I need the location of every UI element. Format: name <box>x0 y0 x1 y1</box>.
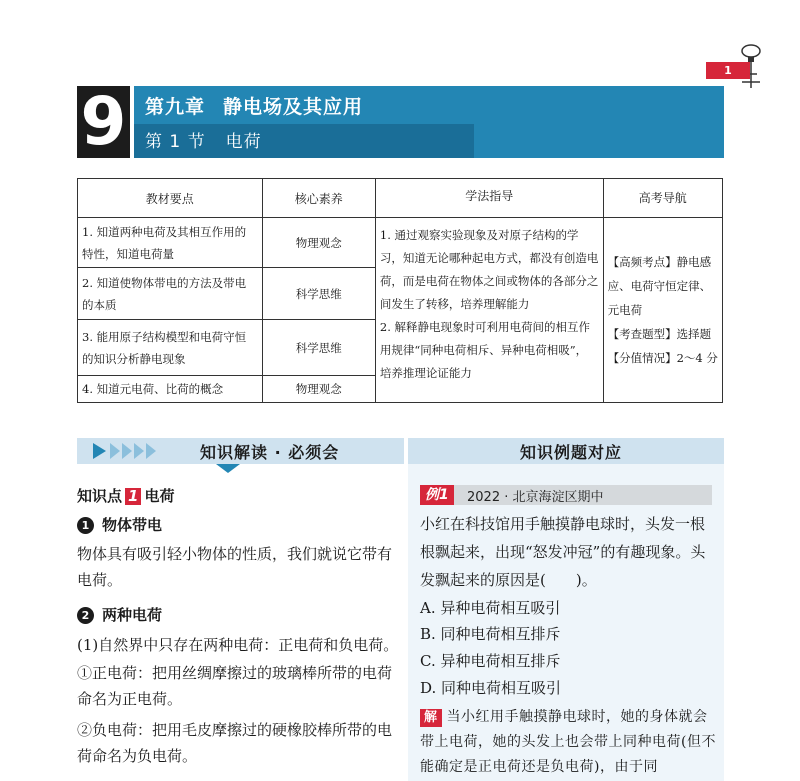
overview-header-row <box>78 179 723 218</box>
knowledge-point-prefix: 知识点 <box>77 487 123 505</box>
left-pointer-icon <box>216 464 240 473</box>
circled-number-icon: 1 <box>77 517 94 534</box>
subheading-two-charges <box>77 604 162 625</box>
guidance-item: 1. 通过观察实验现象及对原子结构的学习，知道无论哪种起电方式，都没有创造电荷，而是电荷在物体之间或物体的各部分之间发生了转移，培养理解能力 <box>379 228 599 311</box>
header-textbook-points: 教材要点 <box>78 179 263 218</box>
exam-type-label: 【考查题型】 <box>607 327 677 341</box>
study-guidance <box>375 218 603 403</box>
chapter-label: 第九章 <box>145 96 206 118</box>
example-question: 小红在科技馆用手触摸静电球时，头发一根根飘起来，出现“怒发冲冠”的有趣现象。头发飘起来的原因是( )。 <box>420 515 706 589</box>
paragraph-positive-charge: ①正电荷：把用丝绸摩擦过的玻璃棒所带的电荷命名为正电荷。 <box>77 664 393 708</box>
exam-frequency <box>608 250 718 322</box>
guidance-item: 2. 解释静电现象时可利用电荷间的相互作用规律“同种电荷相斥、异种电荷相吸”，培养推理论证能力 <box>379 320 591 380</box>
exam-frequency-label: 【高频考点】 <box>607 255 677 269</box>
exam-navigation <box>603 218 722 403</box>
page-number: 1 <box>706 62 750 79</box>
example-badge: 例1 <box>420 485 454 505</box>
play-arrow-icon <box>93 443 106 459</box>
exam-type-text: 选择题 <box>676 327 712 341</box>
answer-text: 当小红用手触摸静电球时，她的身体就会带上电荷，她的头发上也会带上同种电荷(但不能确定是正电荷还是负电荷)，由于同 <box>420 709 716 775</box>
textbook-point: 4. 知道元电荷、比荷的概念 <box>78 376 263 403</box>
answer-badge: 解 <box>420 709 442 727</box>
paragraph-two-charges: (1)自然界中只存在两种电荷：正电荷和负电荷。 <box>77 636 399 654</box>
option-c: C. 异种电荷相互排斥 <box>420 652 561 670</box>
option-a: A. 异种电荷相互吸引 <box>420 599 561 617</box>
header-study-guidance: 学法指导 <box>375 179 603 218</box>
textbook-point: 1. 知道两种电荷及其相互作用的特性，知道电荷量 <box>78 218 263 268</box>
example-answer <box>420 705 716 780</box>
knowledge-point-name: 电荷 <box>144 487 175 505</box>
example-source: 2022 · 北京海淀区期中 <box>467 490 604 505</box>
overview-table <box>77 178 723 403</box>
chapter-title <box>145 92 381 119</box>
header-core-literacy: 核心素养 <box>262 179 375 218</box>
circled-number-icon: 2 <box>77 607 94 624</box>
subheading-charged-body <box>77 514 162 535</box>
table-row <box>78 218 723 268</box>
core-literacy: 科学思维 <box>262 268 375 320</box>
paragraph-negative-charge: ②负电荷：把用毛皮摩擦过的硬橡胶棒所带的电荷命名为负电荷。 <box>77 721 393 765</box>
section-label: 第 1 节 <box>145 132 206 152</box>
header-exam-navigation: 高考导航 <box>603 179 722 218</box>
textbook-point: 2. 知道使物体带电的方法及带电的本质 <box>78 268 263 320</box>
chevron-arrows-icon <box>110 443 158 459</box>
chapter-number: 9 <box>77 86 130 158</box>
knowledge-point-number: 1 <box>125 488 141 505</box>
knowledge-point-title <box>77 485 174 506</box>
option-d: D. 同种电荷相互吸引 <box>420 679 562 697</box>
right-section-title: 知识例题对应 <box>520 443 623 462</box>
exam-type <box>608 322 718 346</box>
exam-score-label: 【分值情况】 <box>607 351 677 365</box>
textbook-point: 3. 能用原子结构模型和电荷守恒的知识分析静电现象 <box>78 320 263 376</box>
exam-score-text: 2～4 分 <box>676 351 718 365</box>
paragraph-charged-body: 物体具有吸引轻小物体的性质，我们就说它带有电荷。 <box>77 545 393 589</box>
exam-frequency-text: 静电感应、电荷守恒定律、元电荷 <box>607 255 712 317</box>
option-b: B. 同种电荷相互排斥 <box>420 625 561 643</box>
left-section-title: 知识解读 · 必须会 <box>200 443 340 462</box>
subheading-text: 物体带电 <box>102 516 163 534</box>
exam-score <box>608 346 718 370</box>
core-literacy: 物理观念 <box>262 376 375 403</box>
section-name: 电荷 <box>225 132 262 152</box>
core-literacy: 科学思维 <box>262 320 375 376</box>
chapter-name: 静电场及其应用 <box>223 96 364 118</box>
section-title <box>145 127 282 152</box>
core-literacy: 物理观念 <box>262 218 375 268</box>
subheading-text: 两种电荷 <box>102 606 163 624</box>
